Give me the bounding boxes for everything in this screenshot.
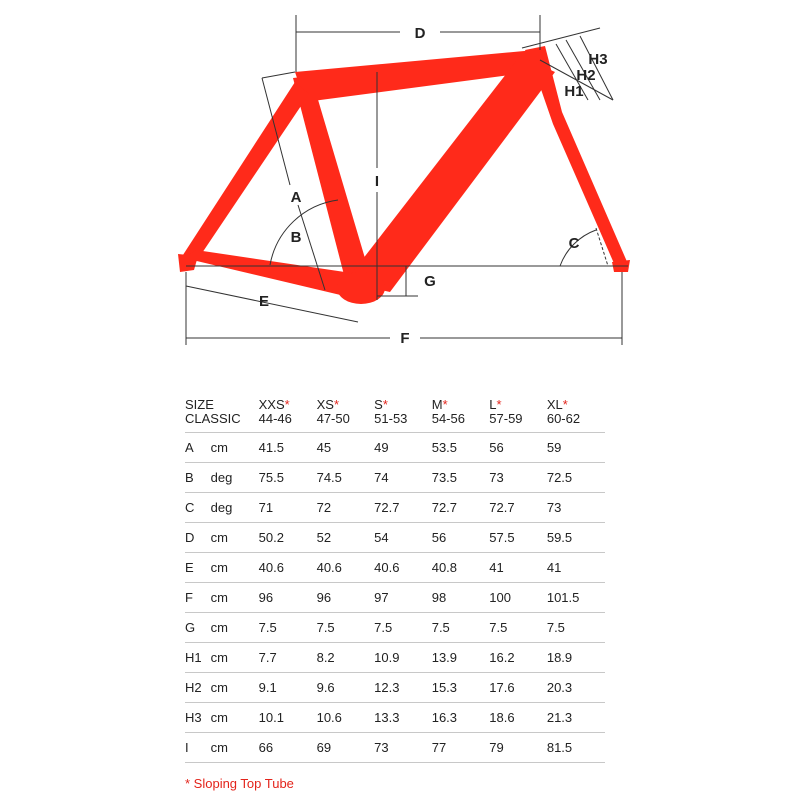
row-key: B (185, 463, 211, 493)
table-row (185, 553, 605, 583)
row-value: 18.9 (547, 643, 605, 673)
row-value: 66 (259, 733, 317, 763)
row-unit: deg (211, 493, 259, 523)
row-unit: deg (211, 463, 259, 493)
row-unit: cm (211, 523, 259, 553)
row-value: 7.5 (489, 613, 547, 643)
sloping-top-tube-note: * Sloping Top Tube (185, 776, 294, 791)
row-value: 8.2 (317, 643, 375, 673)
row-unit: cm (211, 553, 259, 583)
frame-tubes (178, 46, 630, 304)
row-key: F (185, 583, 211, 613)
row-value: 56 (432, 523, 490, 553)
row-key: H1 (185, 643, 211, 673)
row-value: 18.6 (489, 703, 547, 733)
label-h1: H1 (564, 83, 584, 100)
row-value: 16.2 (489, 643, 547, 673)
table-row (185, 433, 605, 463)
rear-dropout (178, 254, 198, 272)
row-value: 96 (317, 583, 375, 613)
row-value: 10.1 (259, 703, 317, 733)
row-value: 7.5 (432, 613, 490, 643)
row-value: 57.5 (489, 523, 547, 553)
table-row (185, 733, 605, 763)
row-value: 72.5 (547, 463, 605, 493)
label-h3: H3 (588, 51, 608, 68)
geometry-table (185, 398, 605, 763)
row-unit: cm (211, 583, 259, 613)
row-value: 41.5 (259, 433, 317, 463)
row-value: 59 (547, 433, 605, 463)
table-row (185, 673, 605, 703)
row-value: 13.9 (432, 643, 490, 673)
table-row (185, 493, 605, 523)
table-row (185, 463, 605, 493)
row-value: 40.6 (259, 553, 317, 583)
row-value: 17.6 (489, 673, 547, 703)
row-value: 7.7 (259, 643, 317, 673)
row-value: 40.6 (374, 553, 432, 583)
row-value: 72 (317, 493, 375, 523)
row-value: 73 (374, 733, 432, 763)
row-value: 71 (259, 493, 317, 523)
size-col-xxs: XXS* 44-46 (258, 397, 292, 426)
row-key: G (185, 613, 211, 643)
row-value: 96 (259, 583, 317, 613)
row-value: 77 (432, 733, 490, 763)
label-i: I (374, 173, 380, 190)
row-unit: cm (211, 673, 259, 703)
size-col-xs: XS* 47-50 (316, 397, 350, 426)
frame-geometry-diagram (0, 0, 800, 370)
row-value: 73.5 (432, 463, 490, 493)
row-unit: cm (211, 613, 259, 643)
row-value: 56 (489, 433, 547, 463)
row-value: 10.6 (317, 703, 375, 733)
label-f: F (400, 330, 410, 347)
row-value: 9.6 (317, 673, 375, 703)
row-unit: cm (211, 643, 259, 673)
row-unit: cm (211, 433, 259, 463)
classic-label: CLASSIC (185, 411, 241, 426)
table-row (185, 613, 605, 643)
row-value: 73 (547, 493, 605, 523)
row-value: 75.5 (259, 463, 317, 493)
label-d: D (414, 25, 426, 42)
row-value: 53.5 (432, 433, 490, 463)
row-value: 98 (432, 583, 490, 613)
row-key: E (185, 553, 211, 583)
row-value: 12.3 (374, 673, 432, 703)
row-value: 59.5 (547, 523, 605, 553)
label-g: G (424, 273, 436, 290)
row-value: 49 (374, 433, 432, 463)
row-value: 72.7 (489, 493, 547, 523)
size-col-l: L* 57-59 (489, 397, 523, 426)
row-value: 72.7 (432, 493, 490, 523)
row-value: 73 (489, 463, 547, 493)
row-value: 7.5 (547, 613, 605, 643)
row-value: 15.3 (432, 673, 490, 703)
label-h2: H2 (576, 67, 596, 84)
row-value: 16.3 (432, 703, 490, 733)
label-c: C (568, 235, 580, 252)
size-col-xl: XL* 60-62 (546, 397, 581, 426)
table-row (185, 643, 605, 673)
row-value: 7.5 (259, 613, 317, 643)
row-value: 69 (317, 733, 375, 763)
row-key: C (185, 493, 211, 523)
row-value: 7.5 (374, 613, 432, 643)
row-value: 79 (489, 733, 547, 763)
row-value: 74 (374, 463, 432, 493)
bottom-bracket (337, 272, 385, 304)
row-value: 50.2 (259, 523, 317, 553)
row-value: 9.1 (259, 673, 317, 703)
row-key: I (185, 733, 211, 763)
row-value: 40.6 (317, 553, 375, 583)
row-value: 74.5 (317, 463, 375, 493)
row-value: 41 (489, 553, 547, 583)
row-value: 101.5 (547, 583, 605, 613)
row-value: 21.3 (547, 703, 605, 733)
row-unit: cm (211, 703, 259, 733)
size-col-m: M* 54-56 (431, 397, 465, 426)
row-value: 45 (317, 433, 375, 463)
row-value: 10.9 (374, 643, 432, 673)
row-key: H2 (185, 673, 211, 703)
row-value: 13.3 (374, 703, 432, 733)
row-value: 72.7 (374, 493, 432, 523)
row-key: D (185, 523, 211, 553)
row-value: 97 (374, 583, 432, 613)
row-key: A (185, 433, 211, 463)
row-value: 20.3 (547, 673, 605, 703)
row-value: 81.5 (547, 733, 605, 763)
row-value: 100 (489, 583, 547, 613)
table-row (185, 703, 605, 733)
row-unit: cm (211, 733, 259, 763)
size-col-s: S* 51-53 (374, 397, 408, 426)
table-row (185, 523, 605, 553)
size-header (185, 398, 259, 433)
row-value: 7.5 (317, 613, 375, 643)
label-b: B (290, 229, 302, 246)
size-label: SIZE (185, 397, 214, 412)
row-value: 41 (547, 553, 605, 583)
label-e: E (258, 293, 270, 310)
row-value: 40.8 (432, 553, 490, 583)
label-a: A (290, 189, 302, 206)
row-value: 54 (374, 523, 432, 553)
table-row (185, 583, 605, 613)
row-key: H3 (185, 703, 211, 733)
row-value: 52 (317, 523, 375, 553)
table-header-row (185, 398, 605, 433)
